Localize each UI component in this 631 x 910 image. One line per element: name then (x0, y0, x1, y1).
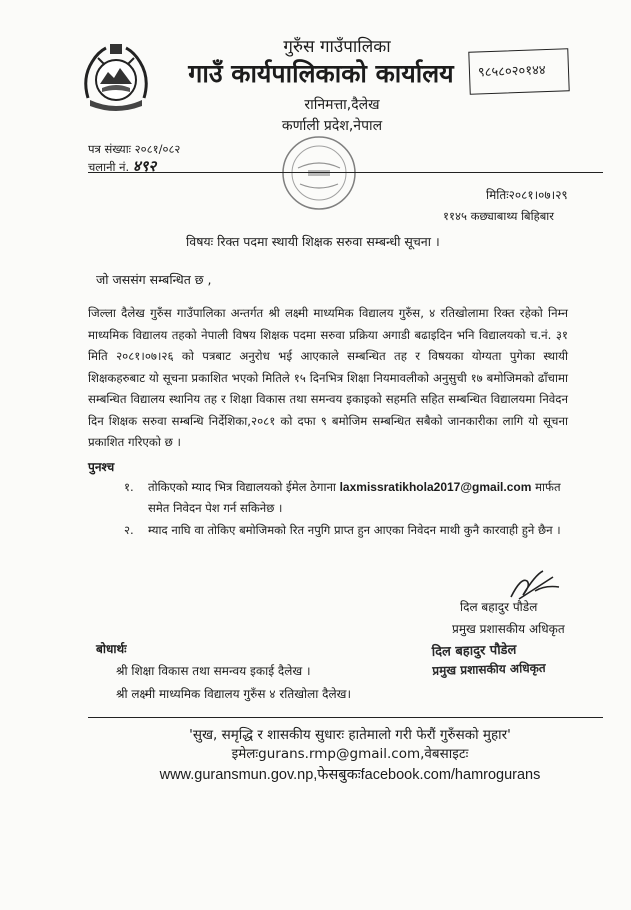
nepal-emblem-logo (76, 38, 156, 118)
handwritten-phone-box: ९८५८०२०१४४ (468, 48, 569, 94)
item-number: १. (124, 480, 134, 494)
item-text: म्याद नाघि वा तोकिए बमोजिमको रित नपुगि प्राप्त हुन आएका निवेदन माथी कुनै कारवाही हुने छैन । (148, 523, 561, 537)
patra-value: २०८१/०८२ (134, 142, 181, 156)
office-round-stamp (278, 128, 360, 218)
greeting: जो जससंग सम्बन्धित छ , (96, 272, 212, 287)
header-divider (88, 172, 603, 173)
postscript-item-1 (124, 477, 564, 519)
footer-email: इमेलःgurans.rmp@gmail.com,वेबसाइटः (231, 746, 469, 762)
item-text-before: तोकिएको म्याद भित्र विद्यालयको ईमेल ठेगाना (148, 480, 336, 494)
signatory-stamp (432, 638, 573, 679)
signatory-title: प्रमुख प्रशासकीय अधिकृत (452, 622, 565, 636)
signatory-name: दिल बहादुर पौडेल (460, 600, 538, 614)
address-line-1: रानिमत्ता,दैलेख (304, 97, 380, 113)
municipality-name: गुरुँस गाउँपालिका (283, 37, 391, 57)
footer-slogan: 'सुख, समृद्धि र शासकीय सुधारः हातेमालो गरी फेरौं गुरुँसको मुहार' (189, 727, 511, 743)
handwritten-signature (505, 567, 565, 602)
footer-divider (88, 717, 603, 718)
chalani-label: चलानी नं. (88, 160, 130, 174)
letter-date: मितिः२०८१।०७।२९ (486, 188, 568, 202)
footer-website: www.guransmun.gov.np,फेसबुकःfacebook.com/hamrogurans (159, 767, 541, 783)
body-paragraph: जिल्ला दैलेख गुरुँस गाउँपालिका अन्तर्गत श्री लक्ष्मी माध्यमिक विद्यालय गुरुँस, ४ रतिखोलामा रिक्त रहेको निम्न माध्यमिक विद्यालय तहको नेपाली विषय शिक्षक पदमा सरुवा प्रक्रिया अगाडी बढाइदिन भनि विद्यालयको च.नं. ३१ मिति २०८१।०७।२६ को पत्रबाट अनुरोध भई आएकाले सम्बन्धित तह र विषयका योग्यता पुगेका स्थायी शिक्षकहरुबाट यो सूचना प्रकाशित भएको मितिले १५ दिनभित्र शिक्षा नियमावलीको अनुसुची १७ बमोजिमको ढाँचामा सम्बन्धित विद्यालय स्थानिय तह र शिक्षा विकास तथा समन्वय इकाइको सहमति सहित सम्बन्धित विद्यालयमा निवेदन दिन शिक्षक सरुवा सम्बन्धि निर्देशिका,२०८१ को दफा ९ बमोजिम सम्बन्धित सबैको जानकारीका लागि यो सूचना प्रकाशित गरिएको छ । (88, 306, 568, 449)
postscript-label: पुनश्च (88, 460, 115, 474)
subject-line: विषयः रिक्त पदमा स्थायी शिक्षक सरुवा सम्बन्धी सूचना । (186, 234, 440, 249)
letter-date-line-2: ११४५ कछ्याबाथ्य बिहिबार (443, 209, 554, 223)
stamp-title: प्रमुख प्रशासकीय अधिकृत (432, 660, 546, 678)
school-email: laxmissratikhola2017@gmail.com (339, 480, 532, 494)
item-text-after: मार्फत समेत निवेदन पेश गर्न सकिनेछ । (148, 480, 561, 515)
patra-label: पत्र संख्याः (88, 142, 132, 156)
stamp-name: दिल बहादुर पौडेल (431, 642, 517, 660)
office-title: गाउँ कार्यपालिकाको कार्यालय (188, 59, 454, 88)
item-number: २. (124, 523, 134, 537)
cc-recipient-2: श्री लक्ष्मी माध्यमिक विद्यालय गुरुँस ४ रतिखोला दैलेख। (116, 687, 352, 701)
postscript-item-2 (124, 520, 564, 541)
chalani-value: ४९२ (132, 157, 157, 175)
cc-label: बोधार्थः (96, 642, 127, 656)
reference-block (88, 141, 180, 176)
cc-recipient-1: श्री शिक्षा विकास तथा समन्वय इकाई दैलेख । (116, 664, 311, 678)
address-line-2: कर्णाली प्रदेश,नेपाल (281, 118, 383, 134)
